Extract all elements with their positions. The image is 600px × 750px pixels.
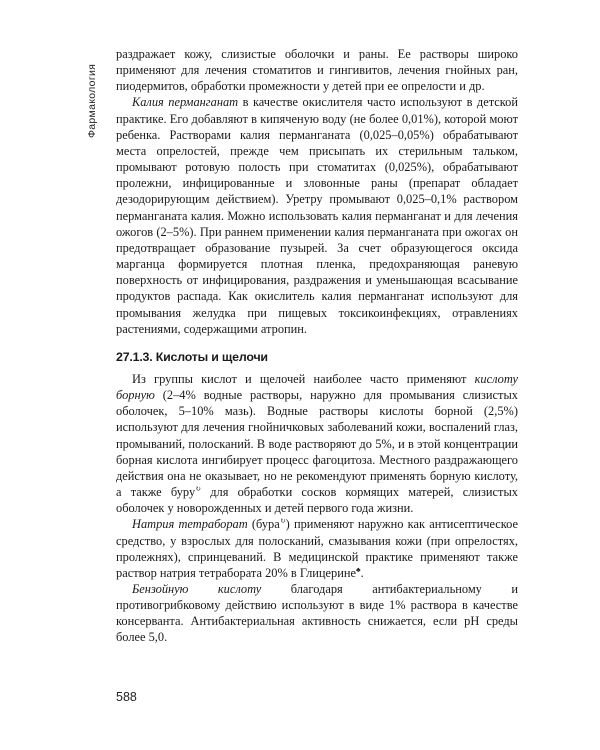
paragraph: Натрия тетраборат (бура↻) применяют наружно как антисептическое средство, у взрослых для полосканий, смазывания кожи (при опрелостях, пролежнях), спринцеваний. В медицинской практике применяют также раствор натрия тетрабората 20% в Глицерине♣. bbox=[116, 517, 518, 580]
page-number: 588 bbox=[116, 690, 137, 704]
club-mark: ♣ bbox=[355, 565, 361, 574]
term-benzoic-acid: Бензойную кислоту bbox=[132, 582, 262, 596]
paragraph: Из группы кислот и щелочей наиболее часто применяют кислоту борную (2–4% водные растворы, наружно для промывания слизистых оболочек, 5–10% мазь). Водные растворы кислоты борной (2,5%) используют для лечения гнойничковых заболеваний кожи, воспалений глаз, промываний, полосканий. В воде растворяют до 5%, и в этой концентрации борная кислота ингибирует процесс фагоцитоза. Местного раздражающего действия она не оказывает, но не рекомендуют применять борную кислоту, а также буру↻ для обработки сосков кормящих матерей, слизистых оболочек у новорожденных и детей первого года жизни. bbox=[116, 371, 518, 516]
section-heading: 27.1.3. Кислоты и щелочи bbox=[116, 349, 268, 364]
running-header: Фармакология bbox=[86, 63, 98, 138]
paragraph: Калия перманганат в качестве окислителя часто используют в детской практике. Его добавляют в кипяченую воду (не более 0,01%), которой моют ребенка. Растворами калия перманганата (0,025–0,05%) обрабатывают места опрелостей, прежде чем присыпать их стерильным тальком, промывают ротовую полость при стоматитах (0,025%), обрабатывают пролежни, инфицированные и зловонные раны (препарат обладает дезодорирующим действием). Уретру промывают 0,025–0,1% раствором перманганата калия. Можно использовать калия перманганат и для лечения ожогов (2–5%). При раннем применении калия перманганата при ожогах он предотвращает образование пузырей. За счет образующегося оксида марганца формируется плотная пленка, предохраняющая раневую поверхность от инфицирования, раздражения и уменьшающая всасывание продуктов распада. Как окислитель калия перманганат используют для промывания желудка при пищевых токсикоинфекциях, отравлениях растениями, содержащими атропин. bbox=[116, 95, 518, 336]
term-potassium-permanganate: Калия перманганат bbox=[132, 95, 239, 110]
paragraph: Бензойную кислоту благодаря антибактериальному и противогрибковому действию используют в виде 1% раствора в качестве консерванта. Антибактериальная активность снижается, если pH среды более 5,0. bbox=[116, 582, 518, 645]
page-body bbox=[116, 46, 518, 646]
paragraph: раздражает кожу, слизистые оболочки и раны. Ее растворы широко применяют для лечения стоматитов и гингивитов, лечения гнойных ран, пиодермитов, обработки промежности у детей при ее опрелости и др. bbox=[116, 47, 518, 94]
reference-mark: ↻ bbox=[195, 484, 202, 493]
reference-mark: ↻ bbox=[279, 517, 286, 526]
term-sodium-tetraborate: Натрия тетраборат bbox=[132, 517, 248, 532]
term-boric-acid: кислоту борную bbox=[116, 371, 518, 403]
